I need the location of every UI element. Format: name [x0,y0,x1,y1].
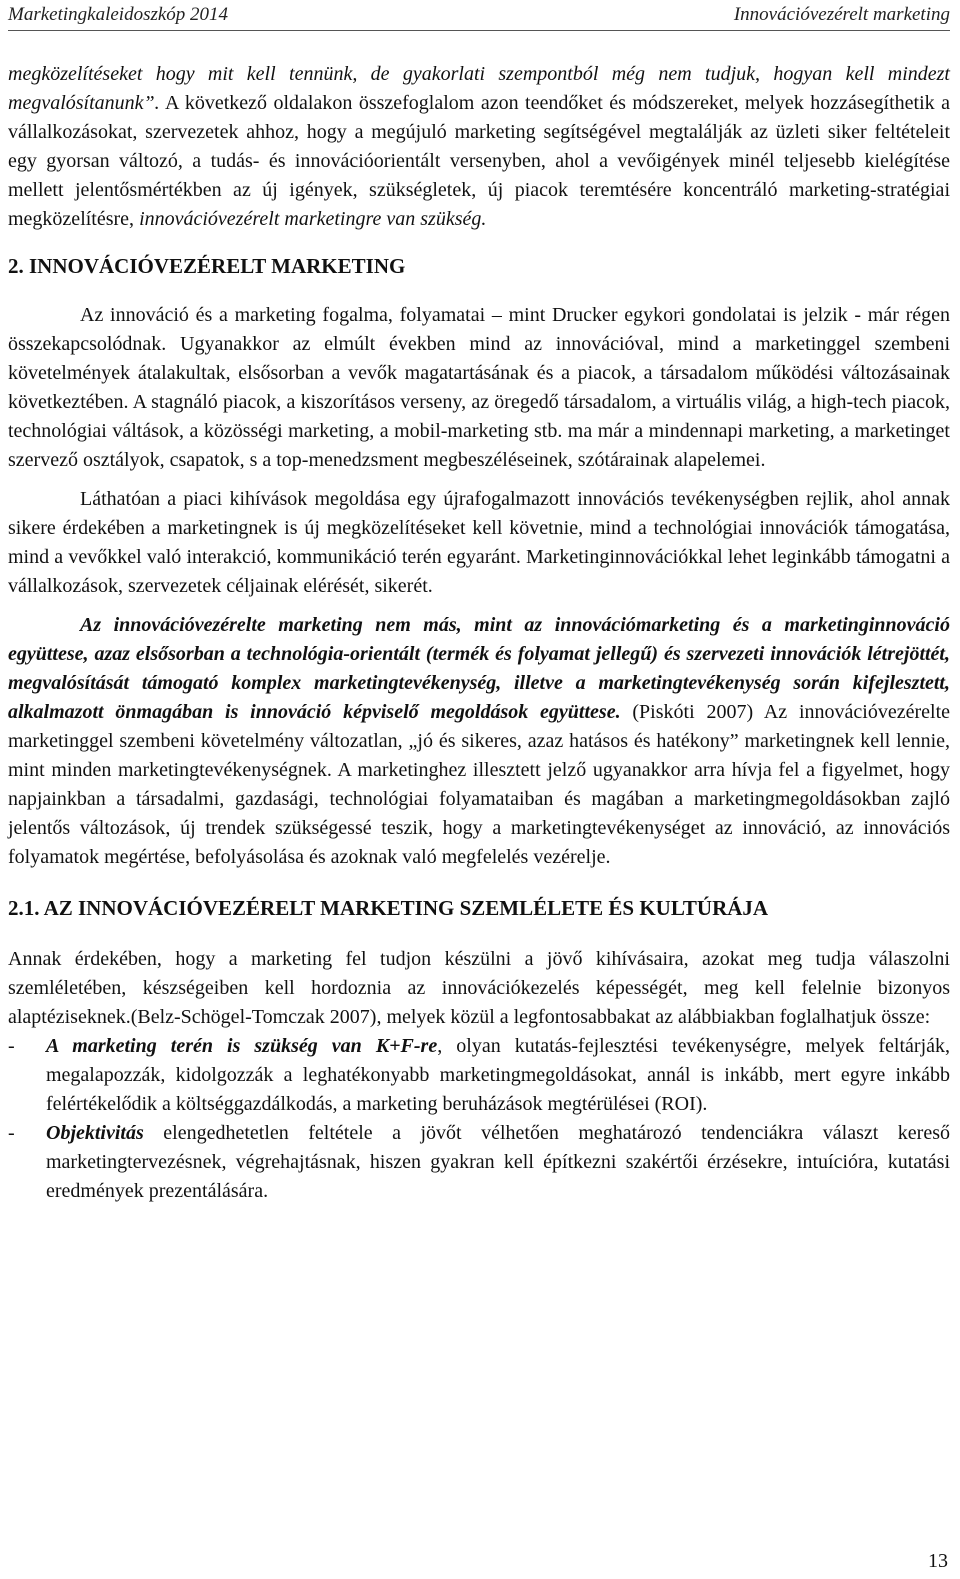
page-header [8,0,950,31]
intro-text: A következő oldalakon összefoglalom azon teendőket és módszereket, melyek hozzásegíthetik a vállalkozásokat, szervezetek ahhoz, hogy a megújuló marketing segítségével megtalálják az üzleti siker feltételeit egy gyorsan változó, a tudás- és innovációorientált versenyben, ahol a vevőigények minél teljesebb kielégítése mellett jelentősmértékben az új igények, szükségletek, új piacok teremtésére koncentráló marketing-stratégiai megközelítésre, [8,92,950,230]
list-item-emphasis: Objektivitás [46,1122,144,1144]
definition-text: Az innovációvezérelte marketing nem más, mint az innovációmarketing és a marketinginnováció együttese, azaz elsősorban a technológia-orientált (termék és folyamat jellegű) és szervezeti innovációk létrejöttét, megvalósítását támogató komplex marketingtevékenység, illetve a marketingtevékenység során kifejlesztett, alkalmazott önmagában is innováció képviselő megoldások együttese. [8,614,950,723]
tenet-list [8,1032,950,1206]
list-item [8,1119,950,1206]
intro-conclusion: innovációvezérelt marketingre van szükség. [134,208,487,230]
list-dash: - [8,1035,15,1057]
page-content [8,60,950,1206]
section-2-paragraph-2: Láthatóan a piaci kihívások megoldása egy újrafogalmazott innovációs tevékenységben rejlik, ahol annak sikere érdekében a marketingnek is új megközelítéseket kell követnie, mind a technológiai innovációk támogatása, mind a vevőkkel való interakció, kommunikáció terén egyaránt. Marketinginnovációkkal lehet leginkább támogatni a vállalkozások, szervezetek céljainak elérését, sikerét. [8,488,950,597]
list-item-text: elengedhetetlen feltétele a jövőt vélhetően meghatározó tendenciákra választ kereső marketingtervezésnek, végrehajtásnak, hiszen gyakran kell építkezni szakértői érzésekre, intuícióra, kutatási eredmények prezentálására. [46,1122,950,1202]
list-item-text: , olyan kutatás-fejlesztési tevékenységre, melyek feltárják, megalapozzák, kidolgozzák a leghatékonyabb marketingmegoldásokat, annál is inkább, mert egyre inkább felértékelődik a költséggazdálkodás, a marketing beruházások megtérülései (ROI). [46,1035,951,1115]
header-journal-title: Marketingkaleidoszkóp 2014 [8,4,229,25]
section-2-1-paragraph-1: Annak érdekében, hogy a marketing fel tudjon készülni a jövő kihívásaira, azokat meg tudja válaszolni szemléletében, készségeiben kell hordoznia az innovációkezelés képességét, meg kell felelnie bizonyos alaptéziseknek.(Belz-Schögel-Tomczak 2007), melyek közül a legfontosabbakat az alábbiakban foglalhatjuk össze: [8,948,950,1028]
list-item-body [46,1032,950,1119]
section-2-paragraph-1: Az innováció és a marketing fogalma, folyamatai – mint Drucker egykori gondolatai is jelzik - már régen összekapcsolódnak. Ugyanakkor az elmúlt években mind az innovációval, mind a marketinggel szembeni követelmények átalakultak, elsősorban a vevők magatartásának és a piacok, a társadalom működési változásainak következtében. A stagnáló piacok, a kiszorításos verseny, az öregedő társadalom, a virtuális világ, a high-tech piacok, technológiai váltások, a közösségi marketing, a mobil-marketing stb. ma már a mindennapi marketing, a marketinget szervező osztályok, csapatok, s a top-menedzsment megbeszéléseinek, szótárainak alapelemei. [8,304,950,471]
list-item-emphasis: A marketing terén is szükség van K+F-re [46,1035,438,1057]
page-number: 13 [928,1550,948,1572]
list-dash: - [8,1122,15,1144]
list-item-body [46,1119,950,1206]
section-2-1-heading: 2.1. AZ INNOVÁCIÓVEZÉRELT MARKETING SZEMLÉLETE ÉS KULTÚRÁJA [8,896,769,920]
definition-followup: (Piskóti 2007) Az innovációvezérelte marketinggel szembeni követelmény változatlan, „jó és sikeres, azaz hatásos és hatékony” marketingnek kell lennie, mint minden marketingtevékenységnek. A marketinghez illesztett jelző ugyanakkor arra hívja fel a figyelmet, hogy napjainkban a társadalmi, gazdasági, technológiai folyamataiban és magában a marketingmegoldásokban zajló jelentős változások, új trendek szükségessé teszik, hogy a marketingtevékenységet az innováció, az innovációs folyamatok megértése, befolyásolása és azoknak való megfelelés vezérelje. [8,701,950,868]
section-2-paragraph-3 [8,611,950,872]
header-chapter-title: Innovációvezérelt marketing [733,4,950,25]
section-2-heading: 2. INNOVÁCIÓVEZÉRELT MARKETING [8,254,406,278]
intro-quote-end: megközelítéseket hogy mit kell tennünk, de gyakorlati szempontból még nem tudjuk, hogyan kell mindezt megvalósítanunk”. [8,63,950,114]
list-item [8,1032,950,1119]
intro-paragraph [8,60,950,234]
